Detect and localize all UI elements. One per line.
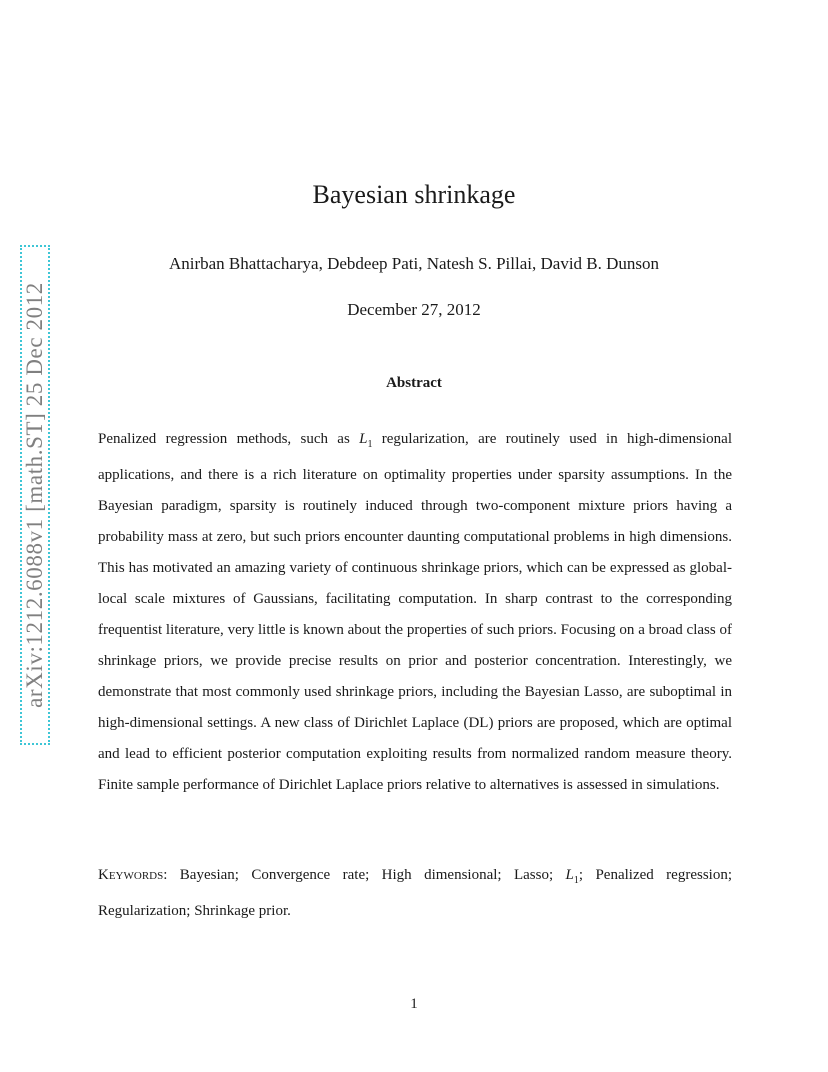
keywords-math-letter: L: [565, 867, 574, 883]
paper-date: December 27, 2012: [347, 300, 481, 319]
page-number: 1: [410, 996, 418, 1012]
abstract-math-l1: [359, 431, 373, 450]
abstract-heading: Abstract: [386, 375, 442, 391]
arxiv-stamp: [20, 245, 50, 745]
paper-authors: Anirban Bhattacharya, Debdeep Pati, Natesh S. Pillai, David B. Dunson: [168, 254, 660, 273]
keywords-math-subscript: 1: [573, 875, 579, 886]
abstract-math-letter: L: [359, 431, 368, 447]
keywords-text-2: ; Penalized regression; Regularization; Shrinkage prior.: [98, 867, 732, 919]
abstract-text-2: regularization, are routinely used in high-dimensional applications, and there is a rich literature on optimality properties under sparsity assumptions. In the Bayesian paradigm, sparsity is routinely induced through two-component mixture priors having a probability mass at zero, but such priors encounter daunting computational problems in high dimensions. This has motivated an amazing variety of continuous shrinkage priors, which can be expressed as global-local scale mixtures of Gaussians, facilitating computation. In sharp contrast to the corresponding frequentist literature, very little is known about the properties of such priors. Focusing on a broad class of shrinkage priors, we provide precise results on prior and posterior concentration. Interestingly, we demonstrate that most commonly used shrinkage priors, including the Bayesian Lasso, are suboptimal in high-dimensional settings. A new class of Dirichlet Laplace (DL) priors are proposed, which are optimal and lead to efficient posterior computation exploiting results from normalized random measure theory. Finite sample performance of Dirichlet Laplace priors relative to alternatives is assessed in simulations.: [98, 431, 732, 793]
arxiv-stamp-text: arXiv:1212.6088v1 [math.ST] 25 Dec 2012: [22, 282, 47, 708]
paper-title: Bayesian shrinkage: [312, 180, 516, 209]
keywords-math-l1: [565, 867, 579, 886]
keywords-text-1: Bayesian; Convergence rate; High dimensional; Lasso;: [167, 867, 566, 883]
abstract-math-subscript: 1: [367, 439, 373, 450]
abstract-text-1: Penalized regression methods, such as: [98, 431, 360, 447]
abstract-body: [98, 424, 732, 801]
keywords: [98, 860, 732, 927]
keywords-label: Keywords:: [98, 867, 168, 883]
